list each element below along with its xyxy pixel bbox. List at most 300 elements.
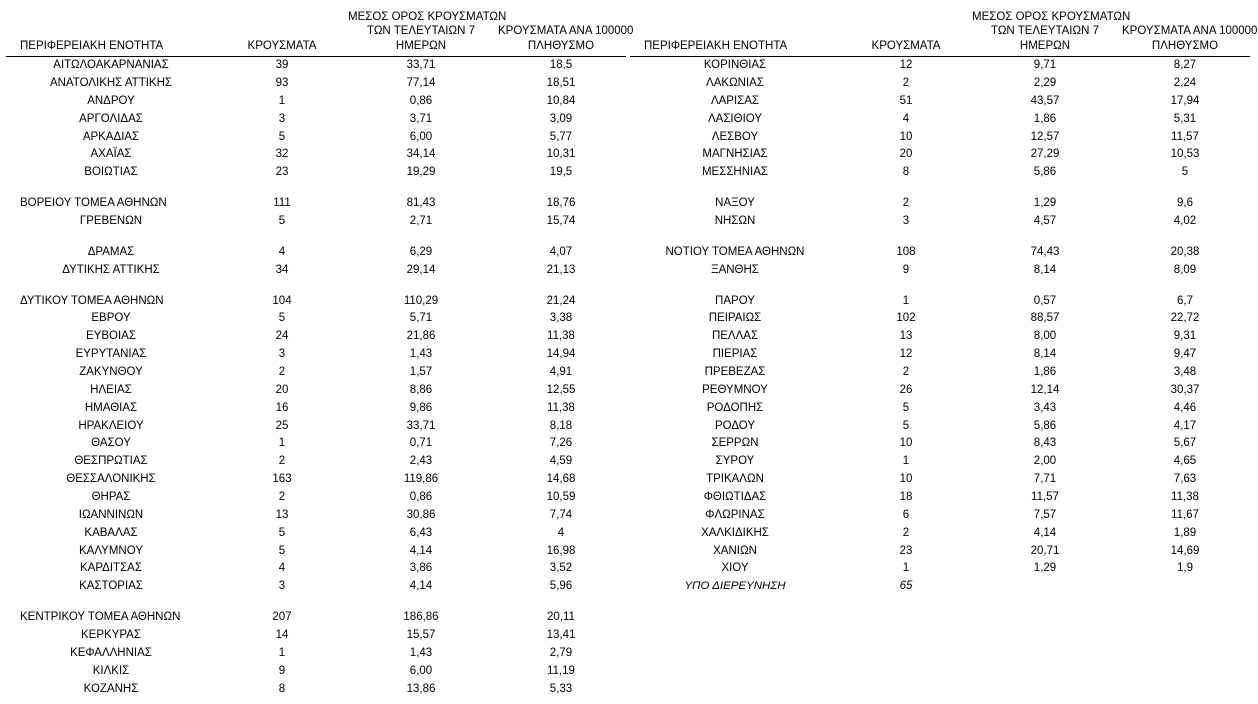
cell-per-100000: 11,19 <box>547 664 575 677</box>
cell-per-100000: 4,91 <box>549 366 573 379</box>
cell-avg-7days: 29,14 <box>406 263 436 276</box>
table-row <box>630 262 1250 280</box>
cell-per-100000: 1,9 <box>1177 562 1193 575</box>
cell-per-100000: 19,5 <box>549 166 573 179</box>
cell-region: ΚΕΡΚΥΡΑΣ <box>81 629 141 642</box>
table-row <box>630 453 1250 471</box>
cell-cases: 20 <box>899 148 913 161</box>
cell-per-100000: 3,38 <box>549 312 573 325</box>
cell-per-100000: 16,98 <box>546 544 576 557</box>
cell-cases: 10 <box>899 473 913 486</box>
cell-cases: 13 <box>275 508 289 521</box>
cell-avg-7days: 8,43 <box>1033 437 1057 450</box>
cell-cases: 104 <box>272 294 292 307</box>
cell-region: ΚΑΛΥΜΝΟΥ <box>79 544 143 557</box>
cell-region: ΙΩΑΝΝΙΝΩΝ <box>78 508 144 521</box>
cell-cases: 5 <box>278 215 286 227</box>
cell-avg-7days: 4,57 <box>1033 215 1057 227</box>
cell-cases: 26 <box>899 383 913 396</box>
table-row <box>6 489 626 507</box>
header-avg-7days: ΜΕΣΟΣ ΟΡΟΣ ΚΡΟΥΣΜΑΤΩΝ ΤΩΝ ΤΕΛΕΥΤΑΙΩΝ 7 ΗΜΕΡΩΝ <box>970 10 1120 57</box>
cell-region: ΠΙΕΡΙΑΣ <box>712 348 758 361</box>
cell-per-100000: 5,77 <box>549 130 573 143</box>
cell-per-100000: 14,69 <box>1170 544 1200 557</box>
cell-cases: 111 <box>273 197 291 210</box>
cell-per-100000: 4,46 <box>1173 401 1197 414</box>
cell-cases: 9 <box>278 664 286 677</box>
cell-region: ΛΑΣΙΘΙΟΥ <box>707 112 763 125</box>
cell-cases: 93 <box>275 76 289 89</box>
cell-region: ΜΑΓΝΗΣΙΑΣ <box>702 148 768 161</box>
cell-per-100000: 10,59 <box>546 491 576 504</box>
cell-cases: 20 <box>275 383 289 396</box>
cell-avg-7days: 1,86 <box>1033 366 1057 379</box>
cell-per-100000: 5,96 <box>549 580 573 593</box>
spacer-cell <box>6 596 626 609</box>
cell-region: ΑΡΓΟΛΙΔΑΣ <box>79 112 143 125</box>
table-row <box>630 293 1250 311</box>
table-row <box>630 346 1250 364</box>
table-row <box>630 471 1250 489</box>
table-row <box>630 57 1250 75</box>
cell-avg-7days: 4,14 <box>409 580 433 593</box>
cell-region: ΘΑΣΟΥ <box>91 437 131 450</box>
table-row <box>630 560 1250 578</box>
spacer-cell <box>6 231 626 244</box>
cell-region: ΓΡΕΒΕΝΩΝ <box>79 215 143 227</box>
cell-cases: 5 <box>902 419 910 432</box>
cell-cases: 3 <box>278 348 286 361</box>
table-row <box>6 507 626 525</box>
table-row <box>630 578 1250 596</box>
table-spacer-row <box>630 231 1250 244</box>
cell-avg-7days: 6,29 <box>409 245 433 258</box>
cell-per-100000: 6,7 <box>1177 294 1193 307</box>
cell-cases: 3 <box>278 580 286 593</box>
cell-avg-7days: 1,29 <box>1033 197 1057 210</box>
cell-cases: 51 <box>899 94 913 107</box>
cell-avg-7days: 1,86 <box>1033 112 1057 125</box>
cell-per-100000: 10,31 <box>546 148 576 161</box>
left-table-head <box>6 10 634 57</box>
cell-cases: 4 <box>278 562 286 575</box>
cell-avg-7days: 3,86 <box>409 562 433 575</box>
cell-cases: 2 <box>902 366 910 379</box>
cell-region: ΠΕΙΡΑΙΩΣ <box>708 312 762 325</box>
cell-cases: 34 <box>275 263 289 276</box>
cell-avg-7days: 19,29 <box>406 166 436 179</box>
cell-cases: 13 <box>899 330 913 343</box>
table-row <box>6 129 626 147</box>
spacer-cell <box>6 182 626 195</box>
table-spacer-row <box>630 182 1250 195</box>
cell-region: ΛΑΚΩΝΙΑΣ <box>706 76 764 89</box>
cell-region: ΝΑΞΟΥ <box>715 197 755 210</box>
cell-avg-7days: 77,14 <box>406 76 436 89</box>
cell-avg-7days: 1,57 <box>409 366 433 379</box>
cell-per-100000: 9,47 <box>1173 348 1197 361</box>
cell-per-100000: 11,57 <box>1171 130 1199 143</box>
cell-region: ΕΥΒΟΙΑΣ <box>86 330 136 343</box>
cell-per-100000: 4,59 <box>549 455 573 468</box>
cell-region: ΘΗΡΑΣ <box>91 491 131 504</box>
cell-avg-7days: 8,14 <box>1033 348 1057 361</box>
table-row <box>630 75 1250 93</box>
cell-region: ΚΑΡΔΙΤΣΑΣ <box>80 562 142 575</box>
spacer-cell <box>6 280 626 293</box>
table-row <box>6 645 626 663</box>
cell-avg-7days: 33,71 <box>406 419 436 432</box>
cell-per-100000: 18,5 <box>549 59 573 72</box>
cell-avg-7days: 30,86 <box>406 508 436 521</box>
table-row <box>630 213 1250 231</box>
cell-region: ΗΡΑΚΛΕΙΟΥ <box>78 419 144 432</box>
cell-cases: 4 <box>902 112 910 125</box>
cell-per-100000: 3,52 <box>549 562 573 575</box>
table-row <box>6 663 626 681</box>
table-row <box>630 489 1250 507</box>
cell-cases: 1 <box>902 562 910 575</box>
cell-avg-7days: 5,86 <box>1033 419 1057 432</box>
table-row <box>630 244 1250 262</box>
table-row <box>6 560 626 578</box>
table-row <box>6 213 626 231</box>
table-row <box>630 310 1250 328</box>
cell-per-100000: 5 <box>1181 166 1189 179</box>
table-row <box>6 543 626 561</box>
cell-per-100000: 11,67 <box>1171 508 1199 521</box>
cell-region: ΥΠΟ ΔΙΕΡΕΥΝΗΣΗ <box>684 580 786 593</box>
table-row <box>6 681 626 699</box>
header-region: ΠΕΡΙΦΕΡΕΙΑΚΗ ΕΝΟΤΗΤΑ <box>6 10 218 57</box>
cell-cases: 5 <box>278 526 286 539</box>
cell-avg-7days: 2,71 <box>409 215 433 227</box>
cell-avg-7days: 7,57 <box>1033 508 1057 521</box>
cell-avg-7days: 110,29 <box>403 294 439 307</box>
cell-per-100000: 5,33 <box>549 682 573 695</box>
table-row <box>6 293 626 311</box>
cell-per-100000: 14,94 <box>546 348 576 361</box>
table-row <box>6 609 626 627</box>
cell-region: ΛΑΡΙΣΑΣ <box>710 94 760 107</box>
table-row <box>630 400 1250 418</box>
cell-avg-7days: 8,14 <box>1033 263 1057 276</box>
table-row <box>6 93 626 111</box>
cell-cases: 3 <box>278 112 286 125</box>
cell-avg-7days: 27,29 <box>1030 148 1060 161</box>
cell-per-100000: 11,38 <box>547 401 575 414</box>
cell-cases: 39 <box>275 59 289 72</box>
right-cases-table <box>630 10 1258 596</box>
right-table-head <box>630 10 1258 57</box>
cell-avg-7days: 9,86 <box>409 401 433 414</box>
cell-cases: 2 <box>278 455 286 468</box>
cell-region: ΚΑΒΑΛΑΣ <box>84 526 138 539</box>
cell-avg-7days: 8,00 <box>1033 330 1057 343</box>
cell-region: ΞΑΝΘΗΣ <box>711 263 759 276</box>
cell-per-100000: 2,79 <box>549 646 573 659</box>
table-spacer-row <box>6 596 626 609</box>
cell-avg-7days: 74,43 <box>1030 245 1060 258</box>
cell-cases: 2 <box>902 197 910 210</box>
cell-cases: 8 <box>902 166 910 179</box>
cell-avg-7days: 5,86 <box>1033 166 1057 179</box>
cell-cases: 2 <box>278 491 286 504</box>
table-row <box>6 453 626 471</box>
cell-region: ΡΕΘΥΜΝΟΥ <box>702 383 768 396</box>
header-cases-per-100000: ΚΡΟΥΣΜΑΤΑ ΑΝΑ 100000 ΠΛΗΘΥΣΜΟ <box>496 10 626 57</box>
cell-cases: 1 <box>902 455 910 468</box>
cell-per-100000: 5,31 <box>1173 112 1197 125</box>
cell-per-100000: 21,13 <box>546 263 576 276</box>
cell-per-100000: 18,76 <box>546 197 576 210</box>
table-row <box>6 627 626 645</box>
cell-region: ΡΟΔΟΠΗΣ <box>706 401 764 414</box>
cell-avg-7days: 1,43 <box>409 348 433 361</box>
cell-avg-7days: 2,43 <box>409 455 433 468</box>
cell-region: ΚΙΛΚΙΣ <box>92 664 130 677</box>
table-row <box>630 435 1250 453</box>
cell-avg-7days <box>970 578 1120 596</box>
cell-region: ΚΑΣΤΟΡΙΑΣ <box>79 580 143 593</box>
cell-per-100000: 18,51 <box>546 76 576 89</box>
cell-region: ΚΕΦΑΛΛΗΝΙΑΣ <box>70 646 152 659</box>
cell-per-100000: 11,38 <box>547 330 575 343</box>
cell-region: ΦΛΩΡΙΝΑΣ <box>705 508 765 521</box>
cell-per-100000: 4,02 <box>1173 215 1197 227</box>
cell-per-100000: 7,26 <box>549 437 573 450</box>
cell-cases: 1 <box>278 437 286 450</box>
header-region: ΠΕΡΙΦΕΡΕΙΑΚΗ ΕΝΟΤΗΤΑ <box>630 10 842 57</box>
cell-region: ΚΕΝΤΡΙΚΟΥ ΤΟΜΕΑ ΑΘΗΝΩΝ <box>20 611 181 624</box>
cell-per-100000: 7,63 <box>1173 473 1197 486</box>
cell-region: ΘΕΣΠΡΩΤΙΑΣ <box>74 455 148 468</box>
cell-cases: 1 <box>902 294 910 307</box>
cell-region: ΔΥΤΙΚΟΥ ΤΟΜΕΑ ΑΘΗΝΩΝ <box>20 294 164 307</box>
header-cases-per-100000: ΚΡΟΥΣΜΑΤΑ ΑΝΑ 100000 ΠΛΗΘΥΣΜΟ <box>1120 10 1250 57</box>
cell-region: ΠΡΕΒΕΖΑΣ <box>704 366 766 379</box>
cell-per-100000: 3,09 <box>549 112 573 125</box>
cell-avg-7days: 21,86 <box>406 330 436 343</box>
cell-region: ΝΗΣΩΝ <box>714 215 756 227</box>
cell-cases: 18 <box>899 491 913 504</box>
cell-cases: 10 <box>899 130 913 143</box>
cell-per-100000: 20,11 <box>547 611 575 624</box>
left-table-body <box>6 57 626 699</box>
cell-region: ΕΥΡΥΤΑΝΙΑΣ <box>75 348 147 361</box>
left-cases-table <box>6 10 634 698</box>
cell-per-100000: 8,09 <box>1173 263 1197 276</box>
cell-avg-7days: 5,71 <box>409 312 433 325</box>
table-row <box>6 435 626 453</box>
cell-avg-7days: 13,86 <box>406 682 436 695</box>
table-row <box>6 382 626 400</box>
cell-per-100000: 8,27 <box>1173 59 1197 72</box>
cell-avg-7days: 8,86 <box>409 383 433 396</box>
cell-cases: 8 <box>278 682 286 695</box>
cell-cases: 23 <box>899 544 913 557</box>
table-spacer-row <box>6 280 626 293</box>
table-row <box>630 418 1250 436</box>
table-row <box>6 57 626 75</box>
cell-cases: 32 <box>275 148 289 161</box>
cell-per-100000: 1,89 <box>1173 526 1197 539</box>
cell-region: ΑΝΑΤΟΛΙΚΗΣ ΑΤΤΙΚΗΣ <box>49 76 172 89</box>
cell-cases: 1 <box>278 646 286 659</box>
cell-per-100000: 30,37 <box>1170 383 1200 396</box>
table-row <box>6 75 626 93</box>
cell-avg-7days: 6,00 <box>409 664 433 677</box>
cell-avg-7days: 9,71 <box>1033 59 1057 72</box>
table-row <box>630 146 1250 164</box>
table-row <box>630 507 1250 525</box>
cell-avg-7days: 6,43 <box>409 526 433 539</box>
cell-region: ΑΡΚΑΔΙΑΣ <box>82 130 140 143</box>
cell-per-100000: 10,84 <box>546 94 576 107</box>
cell-region: ΑΝΔΡΟΥ <box>87 94 135 107</box>
table-row <box>6 400 626 418</box>
cell-avg-7days: 0,86 <box>409 491 433 504</box>
cell-region: ΠΕΛΛΑΣ <box>711 330 759 343</box>
cell-per-100000: 12,55 <box>546 383 576 396</box>
cell-region: ΜΕΣΣΗΝΙΑΣ <box>701 166 769 179</box>
cell-cases: 2 <box>278 366 286 379</box>
table-row <box>630 164 1250 182</box>
table-row <box>6 578 626 596</box>
cell-region: ΗΛΕΙΑΣ <box>90 383 132 396</box>
table-row <box>630 195 1250 213</box>
table-row <box>630 364 1250 382</box>
cell-per-100000: 17,94 <box>1170 94 1200 107</box>
cell-avg-7days: 4,14 <box>1033 526 1057 539</box>
cell-per-100000: 9,31 <box>1173 330 1197 343</box>
cell-avg-7days: 0,57 <box>1033 294 1057 307</box>
cell-per-100000: 4,65 <box>1173 455 1197 468</box>
table-row <box>6 146 626 164</box>
cell-cases: 4 <box>278 245 286 258</box>
table-row <box>6 418 626 436</box>
cell-avg-7days: 186,86 <box>403 611 439 624</box>
cell-region: ΚΟΖΑΝΗΣ <box>83 682 139 695</box>
table-row <box>630 382 1250 400</box>
cell-region: ΦΘΙΩΤΙΔΑΣ <box>703 491 767 504</box>
cell-per-100000: 4,17 <box>1173 419 1197 432</box>
cell-avg-7days: 1,43 <box>409 646 433 659</box>
cell-region: ΑΧΑΪΑΣ <box>90 148 132 161</box>
cell-region: ΛΕΣΒΟΥ <box>711 130 759 143</box>
cell-avg-7days: 12,57 <box>1030 130 1060 143</box>
cell-per-100000: 2,24 <box>1173 76 1197 89</box>
cell-region: ΧΑΛΚΙΔΙΚΗΣ <box>701 526 769 539</box>
cell-cases: 6 <box>902 508 910 521</box>
cell-avg-7days: 0,71 <box>409 437 433 450</box>
cell-region: ΣΥΡΟΥ <box>715 455 755 468</box>
cell-cases: 2 <box>902 526 910 539</box>
cell-per-100000: 13,41 <box>546 629 576 642</box>
table-row <box>630 111 1250 129</box>
spacer-cell <box>630 182 1250 195</box>
cell-per-100000: 22,72 <box>1170 312 1200 325</box>
cell-cases: 5 <box>278 130 286 143</box>
cell-cases: 25 <box>275 419 289 432</box>
cell-cases: 1 <box>278 94 286 107</box>
table-row <box>630 328 1250 346</box>
table-row <box>6 111 626 129</box>
cell-cases: 5 <box>902 401 910 414</box>
cell-cases: 5 <box>278 312 286 325</box>
spacer-cell <box>630 231 1250 244</box>
table-row <box>6 471 626 489</box>
cell-avg-7days: 7,71 <box>1033 473 1057 486</box>
cell-cases: 9 <box>902 263 910 276</box>
cell-per-100000: 4 <box>557 526 565 539</box>
table-row <box>6 310 626 328</box>
cell-avg-7days: 20,71 <box>1030 544 1060 557</box>
cell-cases: 12 <box>899 348 913 361</box>
cell-region: ΧΙΟΥ <box>721 562 749 575</box>
cell-region: ΔΡΑΜΑΣ <box>87 245 135 258</box>
cell-cases: 12 <box>899 59 913 72</box>
cell-per-100000: 8,18 <box>549 419 573 432</box>
cell-region: ΒΟΡΕΙΟΥ ΤΟΜΕΑ ΑΘΗΝΩΝ <box>20 197 167 210</box>
cell-cases: 207 <box>272 611 292 624</box>
table-row <box>6 195 626 213</box>
cell-cases: 24 <box>275 330 289 343</box>
table-spacer-row <box>6 231 626 244</box>
table-row <box>630 93 1250 111</box>
header-cases: ΚΡΟΥΣΜΑΤΑ <box>842 10 970 57</box>
cell-region: ΖΑΚΥΝΘΟΥ <box>79 366 143 379</box>
right-table-body <box>630 57 1250 597</box>
table-row <box>6 262 626 280</box>
cell-region: ΡΟΔΟΥ <box>714 419 756 432</box>
cell-region: ΣΕΡΡΩΝ <box>711 437 759 450</box>
cell-avg-7days: 12,14 <box>1030 383 1060 396</box>
cell-per-100000: 3,48 <box>1173 366 1197 379</box>
cell-region: ΤΡΙΚΑΛΩΝ <box>706 473 764 486</box>
cell-cases: 23 <box>275 166 289 179</box>
cell-cases: 2 <box>902 76 910 89</box>
cell-avg-7days: 34,14 <box>406 148 436 161</box>
cell-per-100000: 7,74 <box>549 508 573 521</box>
cell-region: ΠΑΡΟΥ <box>715 294 755 307</box>
cell-avg-7days: 0,86 <box>409 94 433 107</box>
cell-region: ΕΒΡΟΥ <box>91 312 131 325</box>
cell-per-100000: 11,38 <box>1171 491 1199 504</box>
cell-region: ΧΑΝΙΩΝ <box>713 544 757 557</box>
table-spacer-row <box>630 280 1250 293</box>
cell-region: ΗΜΑΘΙΑΣ <box>84 401 138 414</box>
table-row <box>630 129 1250 147</box>
cell-per-100000: 5,67 <box>1173 437 1197 450</box>
cell-region: ΚΟΡΙΝΘΙΑΣ <box>703 59 767 72</box>
table-row <box>6 244 626 262</box>
cell-region: ΘΕΣΣΑΛΟΝΙΚΗΣ <box>66 473 156 486</box>
table-row <box>6 346 626 364</box>
cell-region: ΑΙΤΩΛΟΑΚΑΡΝΑΝΙΑΣ <box>53 59 169 72</box>
cell-per-100000: 21,24 <box>546 294 576 307</box>
cell-avg-7days: 6,00 <box>409 130 433 143</box>
cell-per-100000: 14,68 <box>546 473 576 486</box>
header-avg-7days: ΜΕΣΟΣ ΟΡΟΣ ΚΡΟΥΣΜΑΤΩΝ ΤΩΝ ΤΕΛΕΥΤΑΙΩΝ 7 ΗΜΕΡΩΝ <box>346 10 496 57</box>
cell-avg-7days: 81,43 <box>406 197 436 210</box>
cell-avg-7days: 4,14 <box>409 544 433 557</box>
table-row <box>6 164 626 182</box>
cell-avg-7days: 3,43 <box>1033 401 1057 414</box>
cell-avg-7days: 119,86 <box>403 473 439 486</box>
cell-per-100000: 10,53 <box>1170 148 1200 161</box>
cell-cases: 163 <box>272 473 292 486</box>
